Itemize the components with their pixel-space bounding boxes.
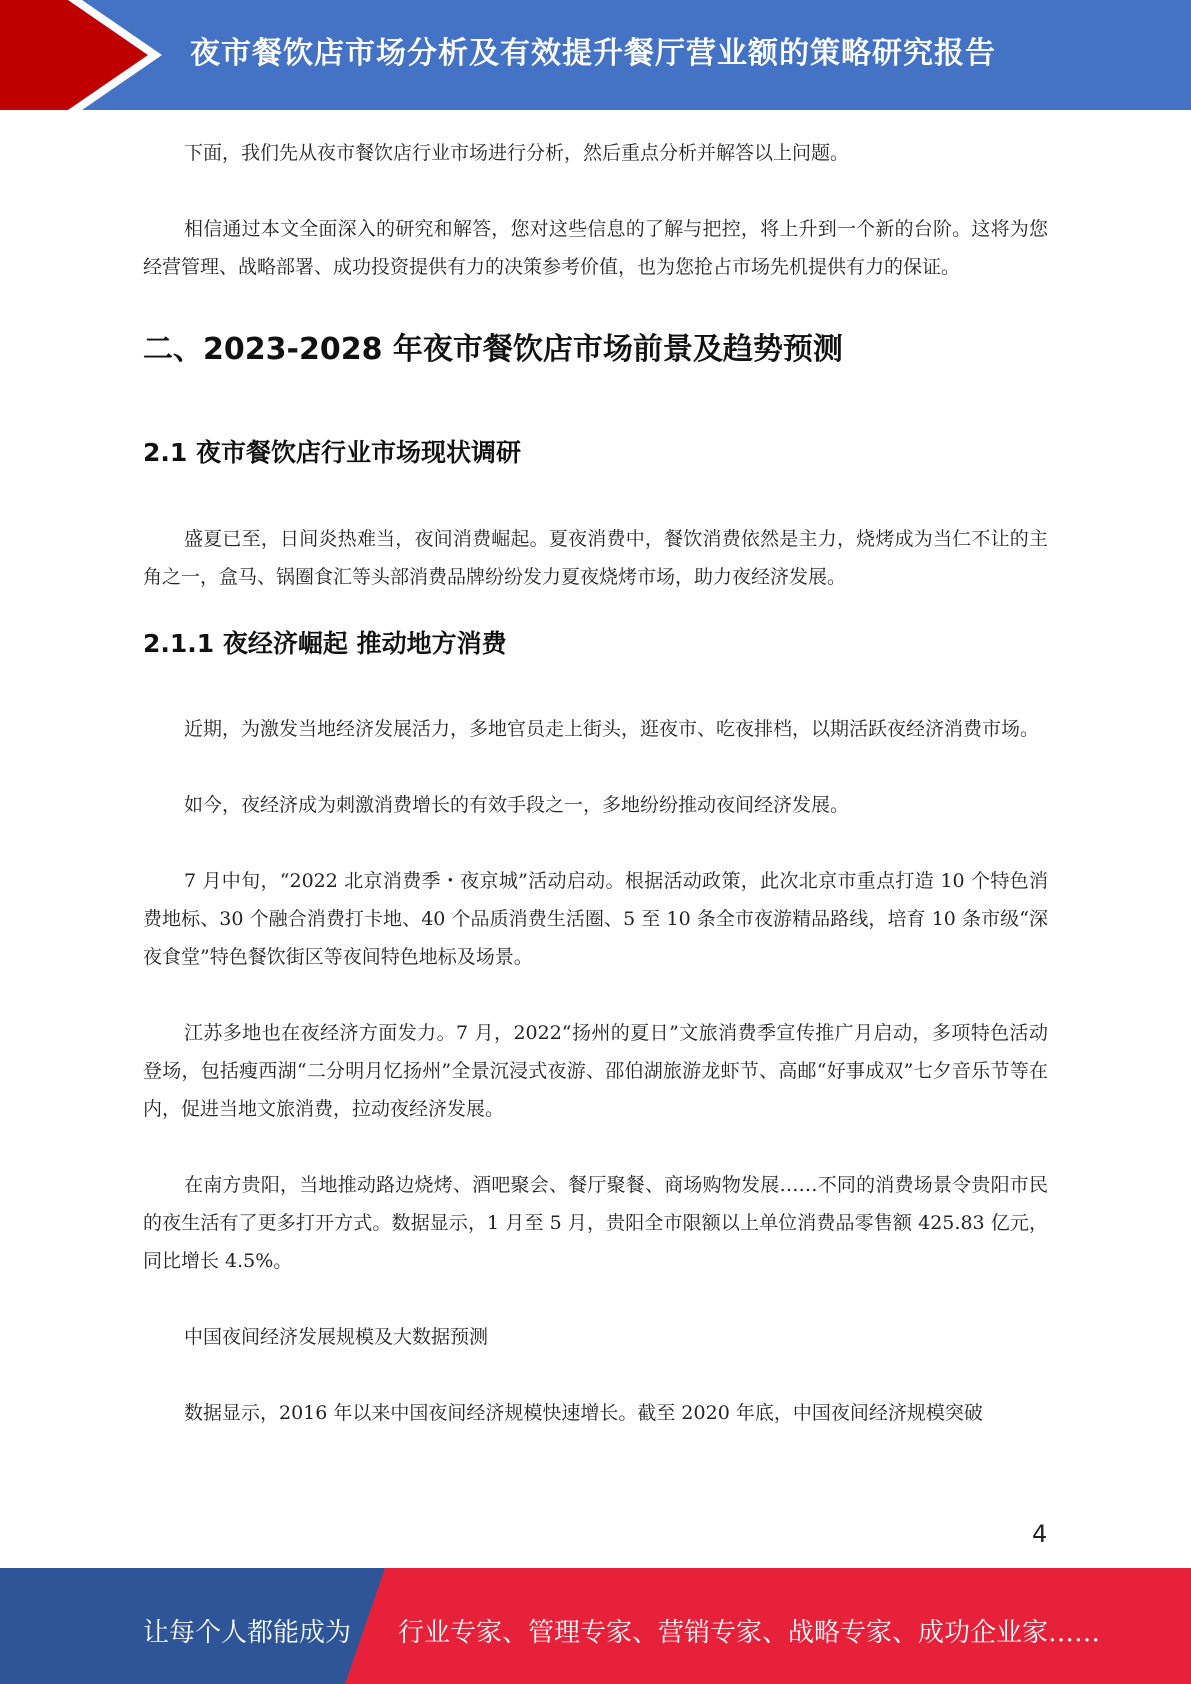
paragraph: 在南方贵阳，当地推动路边烧烤、酒吧聚会、餐厅聚餐、商场购物发展……不同的消费场景令贵阳市民的夜生活有了更多打开方式。数据显示，1 月至 5 月，贵阳全市限额以上单位消费品零售额 425.83 亿元，同比增长 4.5%。 [143,1174,1048,1272]
report-title: 夜市餐饮店市场分析及有效提升餐厅营业额的策略研究报告 [190,36,996,71]
paragraph: 数据显示，2016 年以来中国夜间经济规模快速增长。截至 2020 年底，中国夜间经济规模突破 [184,1402,983,1424]
paragraph: 江苏多地也在夜经济方面发力。7 月，2022“扬州的夏日”文旅消费季宣传推广月启动，多项特色活动登场，包括瘦西湖“二分明月忆扬州”全景沉浸式夜游、邵伯湖旅游龙虾节、高邮“好事成双”七夕音乐节等在内，促进当地文旅消费，拉动夜经济发展。 [143,1022,1048,1120]
page-number: 4 [1032,1520,1048,1548]
subsection-heading: 2.1.1 夜经济崛起 推动地方消费 [143,629,507,658]
paragraph: 近期，为激发当地经济发展活力，多地官员走上街头，逛夜市、吃夜排档，以期活跃夜经济消费市场。 [184,718,1040,740]
paragraph: 盛夏已至，日间炎热难当，夜间消费崛起。夏夜消费中，餐饮消费依然是主力，烧烤成为当仁不让的主角之一，盒马、锅圈食汇等头部消费品牌纷纷发力夏夜烧烤市场，助力夜经济发展。 [143,528,1048,588]
section-heading: 二、2023-2028 年夜市餐饮店市场前景及趋势预测 [143,332,843,367]
paragraph: 如今，夜经济成为刺激消费增长的有效手段之一，多地纷纷推动夜间经济发展。 [184,794,850,816]
footer-slogan-left: 让每个人都能成为 [143,1618,352,1648]
page-header [0,0,1191,110]
subsection-heading: 2.1 夜市餐饮店行业市场现状调研 [143,438,521,467]
paragraph: 下面，我们先从夜市餐饮店行业市场进行分析，然后重点分析并解答以上问题。 [184,142,850,164]
page-footer [0,1568,1191,1684]
paragraph: 中国夜间经济发展规模及大数据预测 [184,1326,489,1348]
footer-slogan-right: 行业专家、管理专家、营销专家、战略专家、成功企业家…… [398,1618,1101,1648]
paragraph: 7 月中旬，“2022 北京消费季・夜京城”活动启动。根据活动政策，此次北京市重点打造 10 个特色消费地标、30 个融合消费打卡地、40 个品质消费生活圈、5 至 10 条全市夜游精品路线，培育 10 条市级“深夜食堂”特色餐饮街区等夜间特色地标及场景。 [143,870,1048,968]
document-body [143,134,1048,1432]
paragraph: 相信通过本文全面深入的研究和解答，您对这些信息的了解与把控，将上升到一个新的台阶。这将为您经营管理、战略部署、成功投资提供有力的决策参考价值，也为您抢占市场先机提供有力的保证。 [143,218,1048,278]
